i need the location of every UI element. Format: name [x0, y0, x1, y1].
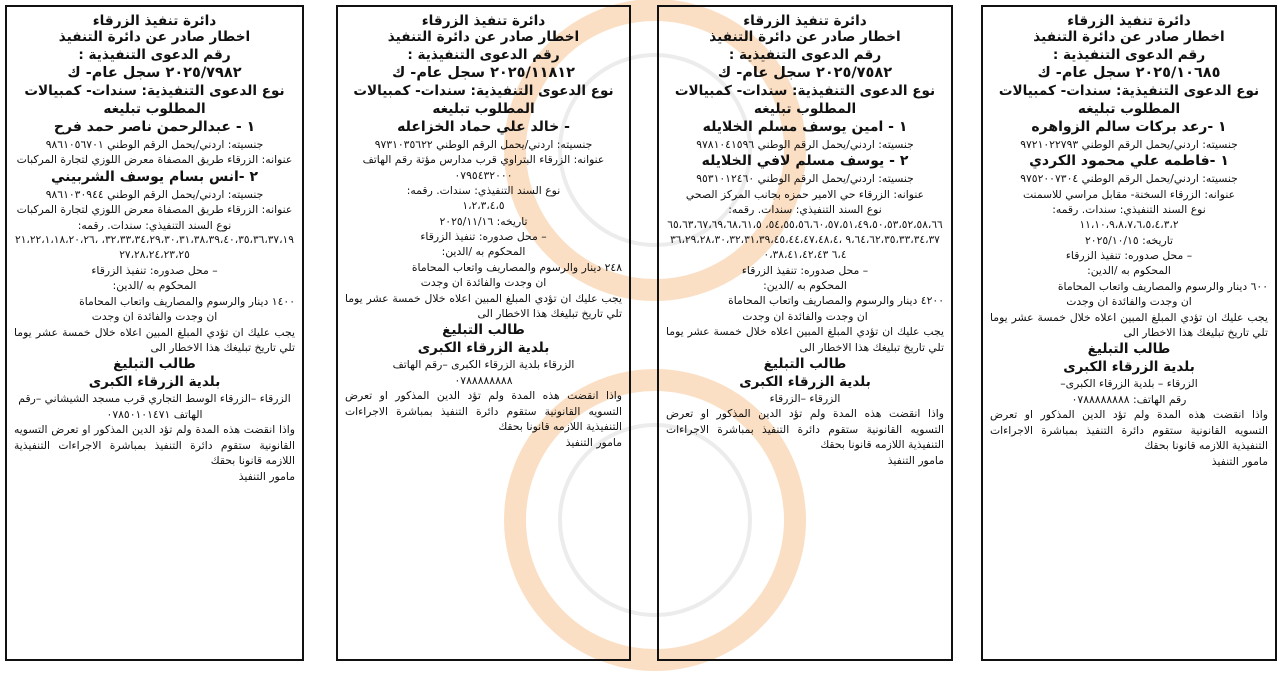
notice-title: دائرة تنفيذ الزرقاء: [421, 13, 546, 29]
bond-label: نوع السند التنفيذي: سندات. رقمه:: [1052, 203, 1206, 217]
required-label: المطلوب تبليغه: [103, 100, 206, 117]
applicant-phone: رقم الهاتف: ٠٧٨٨٨٨٨٨٨٨: [1071, 392, 1187, 406]
notice-card: [657, 5, 953, 661]
person-nationality: جنسيته: اردني/يحمل الرقم الوطني ٩٧٣١٠٣٥٦٢٢: [374, 138, 593, 151]
case-type: نوع الدعوى التنفيذية: سندات- كمبيالات: [674, 83, 936, 99]
warning-text: يجب عليك ان تؤدي المبلغ المبين اعلاه خلال خمسة عشر يوما تلي تاريخ تبليغك هذا الاخطار الى: [14, 325, 295, 355]
case-label: رقم الدعوى التنفيذية :: [1052, 46, 1206, 63]
amount-line: ٤٢٠٠ دينار والرسوم والمصاريف واتعاب المحاماة: [728, 294, 944, 308]
interest-line: ان وجدت والفائدة ان وجدت: [1066, 295, 1192, 309]
notice-title: دائرة تنفيذ الزرقاء: [92, 13, 217, 29]
warning-text: يجب عليك ان تؤدي المبلغ المبين اعلاه خلال خمسة عشر يوما تلي تاريخ تبليغك هذا الاخطار الى: [345, 291, 622, 321]
case-label: رقم الدعوى التنفيذية :: [78, 46, 231, 63]
applicant-address: الزرقاء –الزرقاء الوسط التجاري قرب مسجد الشيشاني –رقم الهاتف ٠٧٨٥٠١٠١٤٧١: [18, 392, 291, 421]
officer-signature: مامور التنفيذ: [238, 469, 295, 483]
officer-signature: مامور التنفيذ: [887, 453, 944, 467]
person-nationality: جنسيته: اردني/يحمل الرقم الوطني ٩٨٦١٠٥٦٧٠١: [45, 138, 264, 151]
applicant-label: طالب التبليغ: [442, 322, 525, 339]
issued-line: اخطار صادر عن دائرة التنفيذ: [1033, 29, 1225, 45]
warning-text: يجب عليك ان تؤدي المبلغ المبين اعلاه خلال خمسة عشر يوما تلي تاريخ تبليغك هذا الاخطار الى: [666, 325, 944, 354]
notice-card: [981, 5, 1277, 661]
bond-date: تاريخه: ٢٠٢٥/١١/١٦: [439, 214, 528, 228]
bond-label: نوع السند التنفيذي: سندات. رقمه:: [77, 218, 232, 232]
person-name: ١ -رعد بركات سالم الزواهره: [1031, 119, 1227, 135]
bond-numbers: ٣٢،٣٣،٣٤،٢٩،٣٠،٣١،٣٨،٣٩،٤٠،٣٥،٣٦،٣٧،١٩، ٢١،٢٢،١،١٨،٢٠،٢٦،٢٧،٢٨،٢٤،٢٣،٢٥: [15, 234, 294, 262]
applicant-address: الزرقاء – بلدية الزرقاء الكبرى–: [1060, 377, 1198, 391]
officer-signature: مامور التنفيذ: [565, 435, 622, 449]
applicant-phone: ٠٧٨٨٨٨٨٨٨٨: [454, 373, 513, 387]
person-address: عنوانه: الزرقاء البتراوي قرب مدارس مؤتة رقم الهاتف ٠٧٩٥٤٣٢٠٠٠: [362, 153, 605, 182]
person-nationality: جنسيته: اردني/يحمل الرقم الوطني ٩٧٢١٠٢٢٧٩٣: [1020, 138, 1238, 151]
applicant-name: بلدية الزرقاء الكبرى: [739, 374, 871, 391]
issued-line: اخطار صادر عن دائرة التنفيذ: [709, 29, 901, 45]
notice-card: [336, 5, 631, 661]
required-label: المطلوب تبليغه: [753, 100, 857, 117]
interest-line: ان وجدت والفائدة ان وجدت: [420, 276, 547, 290]
closing-text: واذا انقضت هذه المدة ولم تؤد الدين المذكور او تعرض التسويه القانونية ستقوم دائرة التنفيذ بمباشرة الاجراءات التنفيذية اللازمه قانونا بحقك: [345, 389, 622, 434]
warning-text: يجب عليك ان تؤدي المبلغ المبين اعلاه خلال خمسة عشر يوما تلي تاريخ تبليغك هذا الاخطار الى: [990, 310, 1268, 340]
closing-text: واذا انقضت هذه المدة ولم تؤد الدين المذكور او تعرض التسويه القانونية ستقوم دائرة التنفيذ بمباشرة الاجراءات التنفيذية اللازمه قانونا بحقك: [666, 407, 944, 452]
case-type: نوع الدعوى التنفيذية: سندات- كمبيالات: [998, 83, 1260, 99]
person-nationality: جنسيته: اردني/يحمل الرقم الوطني ٩٥٣١٠١٢٤٦٠: [696, 172, 914, 186]
person-nationality: جنسيته: اردني/يحمل الرقم الوطني ٩٧٥٢٠٠٧٣٠٤: [1020, 172, 1238, 186]
bond-date: تاريخه: ٢٠٢٥/١٠/١٥: [1084, 233, 1173, 247]
person-address: عنوانه: الزرقاء طريق المصفاة معرض اللوزي لتجارة المركبات: [16, 153, 293, 167]
interest-line: ان وجدت والفائدة ان وجدت: [742, 309, 868, 323]
issued-line: اخطار صادر عن دائرة التنفيذ: [58, 29, 251, 45]
person-name: ٢ -انس بسام يوسف الشربيني: [50, 168, 259, 185]
officer-signature: مامور التنفيذ: [1211, 454, 1268, 468]
issued-line: اخطار صادر عن دائرة التنفيذ: [387, 29, 580, 45]
amount-line: ١٤٠٠ دينار والرسوم والمصاريف واتعاب المحاماة: [79, 294, 295, 308]
bond-label: نوع السند التنفيذي: سندات. رقمه:: [728, 203, 882, 217]
closing-text: واذا انقضت هذه المدة ولم تؤد الدين المذكور او تعرض التسويه القانونية ستقوم دائرة التنفيذ بمباشرة الاجراءات التنفيذية اللازمه قانونا بحقك: [990, 408, 1268, 453]
issue-place: – محل صدوره: تنفيذ الزرقاء: [91, 264, 218, 278]
notice-title: دائرة تنفيذ الزرقاء: [1067, 13, 1191, 29]
amount-line: ٦٠٠ دينار والرسوم والمصاريف واتعاب المحاماة: [1057, 279, 1268, 293]
applicant-name: بلدية الزرقاء الكبرى: [1063, 359, 1195, 376]
case-number: ٢٠٢٥/١١٨١٢ سجل عام- ك: [391, 65, 576, 81]
person-name: ٢ - يوسف مسلم لافي الخلايله: [701, 153, 909, 170]
required-label: المطلوب تبليغه: [432, 100, 535, 117]
ruled-label: المحكوم به /الدين:: [1087, 264, 1171, 278]
case-label: رقم الدعوى التنفيذية :: [407, 46, 560, 63]
notice-title: دائرة تنفيذ الزرقاء: [743, 13, 867, 29]
notice-card: [5, 5, 304, 661]
bond-label: نوع السند التنفيذي: سندات. رقمه:: [406, 184, 561, 198]
person-name: ١ -فاطمه علي محمود الكردي: [1029, 153, 1229, 170]
bond-numbers: ١،٢،٣،٤،٥: [462, 199, 505, 212]
interest-line: ان وجدت والفائدة ان وجدت: [91, 310, 218, 324]
person-address: عنوانه: الزرقاء حي الامير حمزه بجانب المركز الصحي: [685, 187, 925, 201]
applicant-label: طالب التبليغ: [113, 356, 196, 373]
amount-line: ٢٤٨ دينار والرسوم والمصاريف واتعاب المحاماة: [411, 260, 622, 274]
person-address: عنوانه: الزرقاء السخنة- مقابل مراسي للاسمنت: [1022, 187, 1236, 201]
ruled-label: المحكوم به /الدين:: [112, 279, 197, 293]
person-nationality: جنسيته: اردني/يحمل الرقم الوطني ٩٨٦١٠٣٠٩٤٤: [45, 187, 264, 201]
case-number: ٢٠٢٥/٧٥٨٢ سجل عام- ك: [717, 65, 893, 81]
person-name: ١ - عبدالرحمن ناصر حمد فرح: [53, 119, 256, 135]
bond-numbers: ٥٤،٥٥،٥٦،٦٠،٥٧،٥١،٤٩،٥٠،٥٣،٥٢،٥٨،٦٦، ٦٥،٦٣،٦٧،٦٩،٦٨،٦١،٥٩،٦٤،٦٢،٣٥،٣٣،٣٤،٣٧ ،٣٦،٢٩،٢٨،٣٠،٣٢،٣١،٣٩،٤٥،٤٤،٤٧،٤٨،٤٦،٤ ٠،٣٨،٤١،٤٢،٤٣: [667, 218, 943, 261]
issue-place: – محل صدوره: تنفيذ الزرقاء: [741, 263, 869, 277]
case-number: ٢٠٢٥/٧٩٨٢ سجل عام- ك: [67, 65, 242, 81]
person-name: - خالد علي حماد الخزاعله: [397, 119, 570, 135]
applicant-address: الزرقاء بلدية الزرقاء الكبرى –رقم الهاتف: [392, 358, 575, 372]
bond-numbers: ١١،١٠،٩،٨،٧،٦،٥،٤،٣،٢: [1079, 218, 1179, 231]
person-nationality: جنسيته: اردني/يحمل الرقم الوطني ٩٧٨١٠٤١٥٩٦: [696, 138, 914, 151]
closing-text: واذا انقضت هذه المدة ولم تؤد الدين المذكور او تعرض التسويه القانونية ستقوم دائرة التنفيذ بمباشرة الاجراءات التنفيذية اللازمه قانونا بحقك: [14, 423, 295, 468]
person-address: عنوانه: الزرقاء طريق المصفاة معرض اللوزي لتجارة المركبات: [16, 203, 293, 217]
applicant-label: طالب التبليغ: [763, 356, 847, 373]
applicant-address: الزرقاء –الزرقاء: [769, 392, 841, 406]
issue-place: – محل صدوره: تنفيذ الزرقاء: [420, 230, 547, 244]
required-label: المطلوب تبليغه: [1077, 100, 1181, 117]
case-label: رقم الدعوى التنفيذية :: [728, 46, 882, 63]
applicant-label: طالب التبليغ: [1087, 341, 1171, 358]
case-type: نوع الدعوى التنفيذية: سندات- كمبيالات: [353, 83, 614, 99]
issue-place: – محل صدوره: تنفيذ الزرقاء: [1065, 249, 1193, 263]
applicant-name: بلدية الزرقاء الكبرى: [417, 340, 550, 357]
case-type: نوع الدعوى التنفيذية: سندات- كمبيالات: [24, 83, 285, 99]
applicant-name: بلدية الزرقاء الكبرى: [88, 374, 221, 391]
person-name: ١ - امين يوسف مسلم الخلايله: [702, 119, 908, 135]
ruled-label: المحكوم به /الدين:: [441, 245, 526, 259]
case-number: ٢٠٢٥/١٠٦٨٥ سجل عام- ك: [1037, 65, 1221, 81]
ruled-label: المحكوم به /الدين:: [763, 279, 847, 293]
